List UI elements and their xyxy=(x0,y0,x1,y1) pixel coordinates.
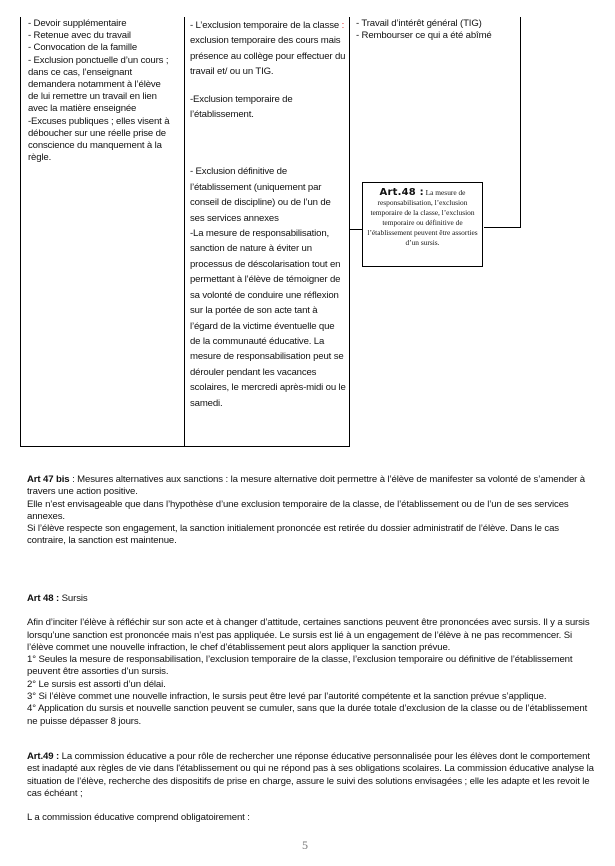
col1-line: - Devoir supplémentaire xyxy=(28,18,127,29)
art48-subtitle: Sursis xyxy=(59,593,88,604)
col1-line: -Excuses publiques ; elles visent à xyxy=(28,115,170,127)
art49-heading: Art.49 : xyxy=(27,751,60,762)
col1-line: conscience du manquement à la xyxy=(28,140,162,152)
section-art49 xyxy=(27,751,597,824)
callout-connector xyxy=(349,229,363,230)
art47bis-para: Elle n’est envisageable que dans l’hypothèse d’une exclusion temporaire de la classe, de l’établissement ou de l’un de ses services annexes. xyxy=(27,498,569,522)
art48-point: 1° Seules la mesure de responsabilisation, l’exclusion temporaire de la classe, l’exclusion temporaire ou définitive de l’établissement peuvent être assorties d’un sursis. xyxy=(27,654,573,678)
table-border-bottom xyxy=(20,446,350,447)
section-art48 xyxy=(27,593,597,728)
art47bis-para xyxy=(27,474,597,499)
art47bis-text: : Mesures alternatives aux sanctions : la mesure alternative doit permettre à l’élève de manifester sa volonté de s’amender à travers une action positive. xyxy=(27,474,586,498)
table-cell-col2 xyxy=(190,18,346,411)
art49-text: La commission éducative a pour rôle de rechercher une réponse éducative personnalisée pour les élèves dont le comportement est inadapté aux règles de vie dans l'établissement ou qui ne répond pas à ses obligations scolaires. La commission éducative analyse la situation de l’élève, recherche des dispositifs de prise en charge, assure le suivi des solutions envisagées ; elle les adapte et les revoit le cas échéant ; xyxy=(27,751,594,799)
col2-text: - L’exclusion temporaire de la classe xyxy=(190,20,342,31)
col1-line: demandera notamment à l’élève xyxy=(28,79,161,91)
col2-mesure-responsabilisation: -La mesure de responsabilisation, sanction de nature à éviter un processus de déscolarisation tout en permettant à l’élève de témoigner de sa volonté de conduire une réflexion sur la portée de son acte tant à l’égard de la victime éventuelle que de la communauté éducative. La mesure de responsabilisation peut se dérouler pendant les vacances scolaires, le mercredi après-midi ou le samedi. xyxy=(190,228,346,409)
callout-heading: Art.48 : xyxy=(379,187,424,198)
art47bis-para: Si l’élève respecte son engagement, la sanction initialement prononcée est retirée du dossier administratif de l’élève. Dans le cas contraire, la sanction est maintenue. xyxy=(27,523,559,547)
art48-heading: Art 48 : xyxy=(27,593,60,604)
col1-line: de lui remettre un travail en lien xyxy=(28,91,157,103)
art48-point: 4° Application du sursis et nouvelle sanction peuvent se cumuler, sans que la durée totale d’exclusion de la classe ou de l’établissement ne puisse dépasser 8 jours. xyxy=(27,703,588,727)
table-cell-col1 xyxy=(28,18,182,164)
red-colon: : xyxy=(341,20,345,31)
col1-line: dans ce cas, l’enseignant xyxy=(28,66,132,78)
art48-title xyxy=(27,593,597,605)
art48-intro: Afin d’inciter l’élève à réfléchir sur son acte et à changer d’attitude, certaines sanctions peuvent être prononcées avec sursis. Il y a sursis lorsqu’une sanction est prononcée mais n’est pas appliquée. Le sursis est lié à un engagement de l’élève à ne pas recommencer. Si l’élève commet une nouvelle infraction, le chef d’établissement peut alors appliquer la sanction prévue. xyxy=(27,617,590,653)
col1-line: - Retenue avec du travail xyxy=(28,30,131,42)
table-border-col2 xyxy=(184,17,185,447)
art49-para xyxy=(27,751,597,800)
col2-exclusion-definitive: - Exclusion définitive de l’établissement (uniquement par conseil de discipline) ou de l’un de ses services annexes xyxy=(190,166,331,224)
section-art47bis xyxy=(27,474,597,548)
col1-line: avec la matière enseignée xyxy=(28,103,137,115)
callout-text: La mesure de responsabilisation, l’exclusion temporaire de la classe, l’exclusion temporaire ou définitive de l’établissement peuvent être assorties d’un sursis. xyxy=(367,188,478,247)
col3-border-bottom xyxy=(484,227,521,228)
table-cell-col3 xyxy=(356,18,518,42)
table-border-left xyxy=(20,17,21,447)
table-border-col3 xyxy=(349,17,350,447)
col2-exclusion-classe xyxy=(190,18,346,80)
col3-line: - Rembourser ce qui a été abîmé xyxy=(356,30,492,42)
art48-callout-box xyxy=(362,182,483,267)
art47bis-heading: Art 47 bis xyxy=(27,474,70,485)
col3-line: - Travail d’intérêt général (TIG) xyxy=(356,18,482,29)
col1-line: règle. xyxy=(28,152,52,164)
col1-line: - Exclusion ponctuelle d’un cours ; xyxy=(28,54,169,66)
table-border-right xyxy=(520,17,521,228)
art49-closing: L a commission éducative comprend obligatoirement : xyxy=(27,812,250,824)
col1-line: déboucher sur une réelle prise de xyxy=(28,127,166,139)
col1-line: - Convocation de la famille xyxy=(28,42,137,54)
art48-point: 3° Si l’élève commet une nouvelle infraction, le sursis peut être levé par l’autorité compétente et la sanction prévue s’applique. xyxy=(27,691,547,703)
col2-text: exclusion temporaire des cours mais présence au collège pour effectuer du travail et/ ou un TIG. xyxy=(190,35,346,78)
page-number: 5 xyxy=(302,838,308,852)
art48-point: 2° Le sursis est assorti d’un délai. xyxy=(27,678,166,690)
col2-exclusion-etablissement: -Exclusion temporaire de l’établissement. xyxy=(190,93,293,121)
